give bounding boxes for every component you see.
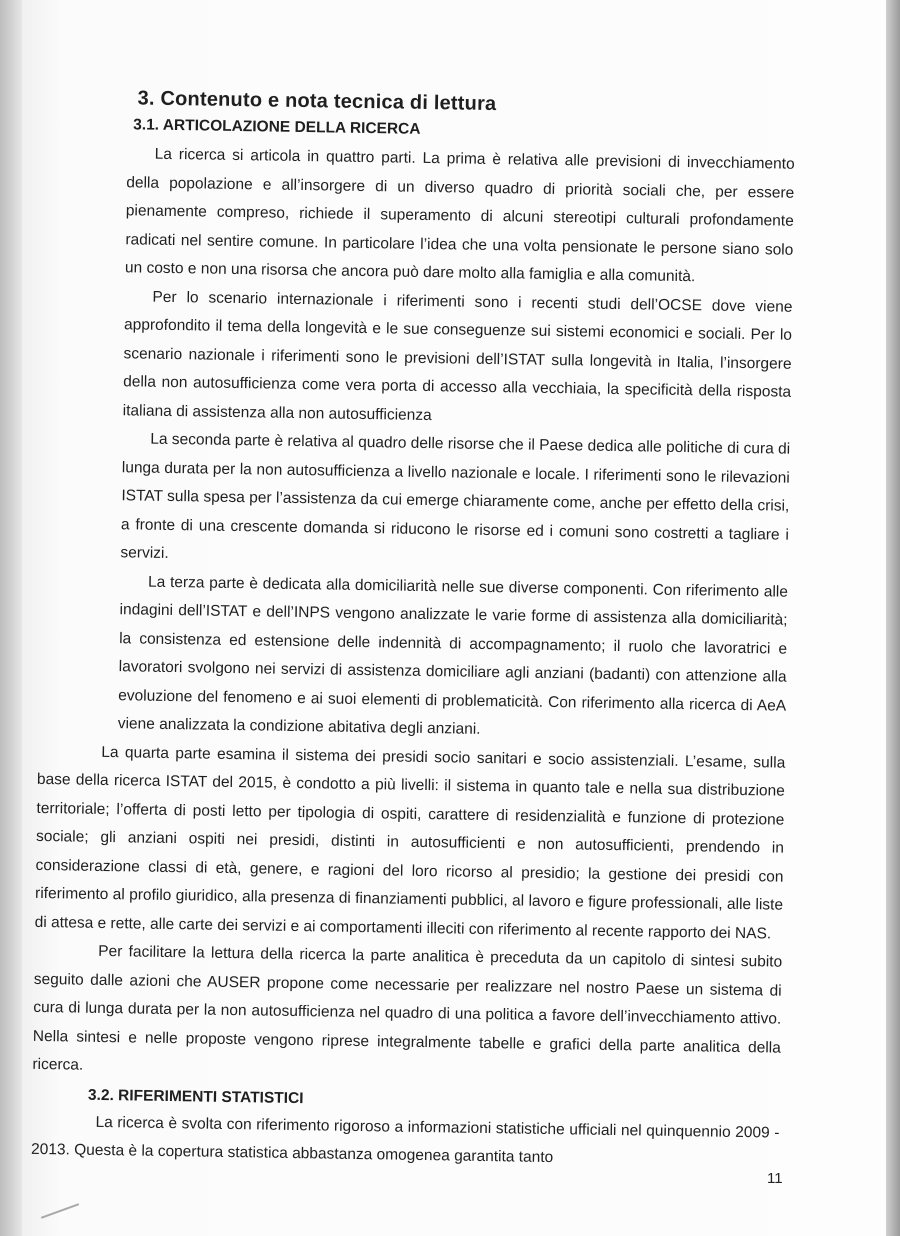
paragraph-riferimenti: La ricerca è svolta con riferimento rigoroso a informazioni statistiche ufficiali nel quinquennio 2009 - 2013. Questa è la copertura statistica abbastanza omogenea garantita tanto (30, 1113, 780, 1167)
paragraph-sintesi: Per facilitare la lettura della ricerca la parte analitica è preceduta da un capitolo di sintesi subito seguito dalle azioni che AUSER propone come necessarie per realizzare nel nostro Paese un sistema di cura di lunga durata per la non autosufficienza nel quadro di una politica a favore dell’invecchiamento attivo. Nella sintesi e nelle proposte vengono riprese integralmente tabelle e grafici della parte analitica della ricerca. (32, 942, 783, 1074)
paragraph-scenario: Per lo scenario internazionale i riferimenti sono i recenti studi dell’OCSE dove viene approfondito il tema della longevità e le sue conseguenze sui sistemi economici e sociali. Per lo scenario nazionale i riferimenti sono le previsioni dell’ISTAT sulla longevità in Italia, l’insorgere della non autosufficienza come vera porta di accesso alla vecchiaia, la specificità della risposta italiana di assistenza alla non autosufficienza (122, 288, 793, 424)
paragraph-quarta-parte: La quarta parte esamina il sistema dei presidi socio sanitari e socio assistenziali. L’esame, sulla base della ricerca ISTAT del 2015, è condotto a più livelli: il sistema in quanto tale e nella sua distribuzione territoriale; l’offerta di posti letto per tipologia di ospiti, carattere di residenzialità e funzione di protezione sociale; gli anziani ospiti nei presidi, distinti in autosufficienti e non autosufficienti, prendendo in considerazione classi di età, genere, e ragioni del loro ricorso al presidio; la gestione dei presidi con riferimento al profilo giuridico, alla presenza di finanziamenti pubblici, al lavoro e figure professionali, alle liste di attesa e rette, alle carte dei servizi e ai comportamenti illeciti con riferimento al recente rapporto dei NAS. (34, 743, 786, 942)
page-number: 11 (767, 1170, 783, 1187)
section-title: 3. Contenuto e nota tecnica di lettura (137, 87, 497, 116)
subsection-title-riferimenti: 3.2. RIFERIMENTI STATISTICI (87, 1086, 304, 1107)
paragraph-terza-parte: La terza parte è dedicata alla domiciliarità nelle sue diverse componenti. Con riferimento alle indagini dell’ISTAT e dell’INPS vengono analizzate le varie forme di assistenza alla domiciliarità; la consistenza ed estensione delle indennità di accompagnamento; il ruolo che lavoratrici e lavoratori svolgono nei servizi di assistenza domiciliare agli anziani (badanti) con attenzione alla evoluzione del fenomeno e ai suoi elementi di problematicità. Con riferimento alla ricerca di AeA viene analizzata la condizione abitativa degli anziani. (117, 573, 789, 738)
page-edge-shadow (886, 0, 900, 1236)
subsection-title-articolazione: 3.1. ARTICOLAZIONE DELLA RICERCA (133, 116, 421, 138)
paragraph-intro: La ricerca si articola in quattro parti. La prima è relativa alle previsioni di invecchiamento della popolazione e all’insorgere di un diverso quadro di priorità sociali che, per essere pienamente compreso, richiede il superamento di alcuni stereotipi culturali profondamente radicati nel sentire comune. In particolare l’idea che una volta pensionate le persone siano solo un costo e non una risorsa che ancora può dare molto alla famiglia e alla comunità. (124, 145, 795, 286)
page-content (31, 74, 796, 1176)
book-gutter-shadow (0, 0, 22, 1236)
paragraph-seconda-parte: La seconda parte è relativa al quadro delle risorse che il Paese dedica alle politiche di cura di lunga durata per la non autosufficienza a livello nazionale e locale. I riferimenti sono le rilevazioni ISTAT sulla spesa per l’assistenza da cui emerge chiaramente come, anche per effetto della crisi, a fronte di una crescente domanda si riducono le risorse ed i comuni sono costretti a tagliare i servizi. (120, 430, 791, 562)
pen-mark (41, 1203, 79, 1219)
